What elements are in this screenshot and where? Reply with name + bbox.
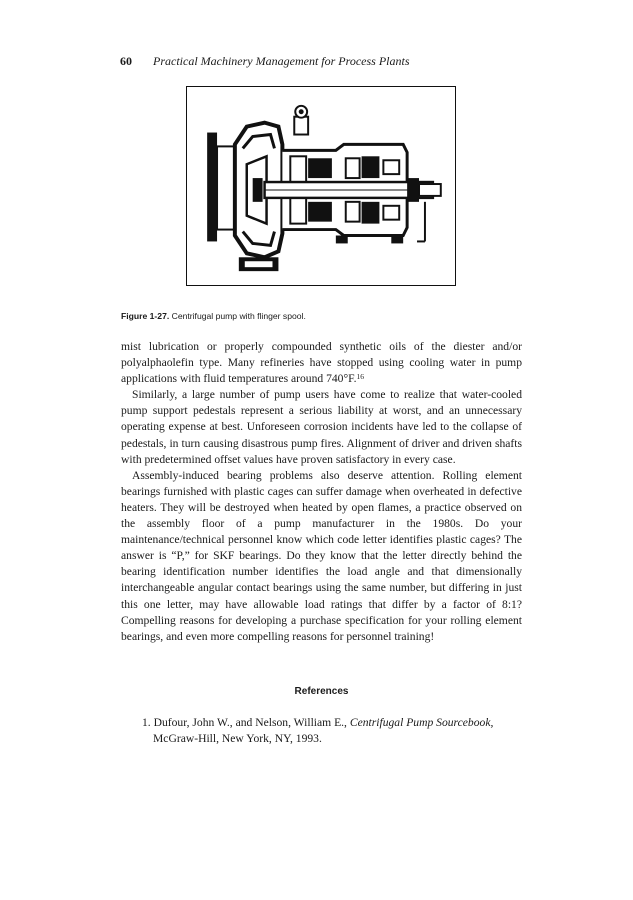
caption-text: Centrifugal pump with flinger spool. (169, 311, 306, 321)
reference-item (142, 715, 522, 747)
caption-label: Figure 1-27. (121, 311, 170, 321)
running-title: Practical Machinery Management for Process Plants (153, 54, 410, 68)
reference-authors: Dufour, John W., and Nelson, William E., (150, 716, 350, 729)
reference-number: 1. (142, 716, 151, 729)
paragraph (121, 339, 522, 387)
paragraph-text: mist lubrication or properly compounded synthetic oils of the diester and/or polyalphaolefin type. Many refineries have stopped using cooling water in pump applications with fluid temperatures around 740°F. (121, 340, 522, 386)
reference-publisher: McGraw-Hill, New York, NY, 1993. (153, 732, 322, 745)
running-header (120, 54, 520, 69)
body-text (121, 339, 522, 645)
references-heading: References (294, 686, 349, 697)
paragraph: Similarly, a large number of pump users have come to realize that water-cooled pump support pedestals represent a serious liability at worst, and an unnecessary operating expense at best. Unforeseen corrosion incidents have led to the collapse of pedestals, in turn causing disastrous pump fires. Alignment of driver and driven shafts with predetermined offset values have proven satisfactory in every case. (121, 388, 522, 466)
reference-list (142, 715, 522, 747)
page-number: 60 (120, 54, 132, 68)
paragraph: Assembly-induced bearing problems also deserve attention. Rolling element bearings furnished with plastic cages can suffer damage when overheated in defective heaters. They will be destroyed when heated by open flames, a practice observed on the assembly floor of a pump manufacturer in the 1980s. Do your maintenance/technical personnel know which code letter identifies plastic cages? The answer is “P,” for SKF bearings. Do they know that the letter directly behind the bearing identification number identifies the load angle and that dimensionally interchangeable angular contact bearings using the same number, but differing in just this one letter, may have allowable load ratings that differ by a factor of 8:1? Compelling reasons for developing a purchase specification for your rolling element bearings, and even more compelling reasons for personnel training! (121, 468, 522, 643)
footnote-ref: 16 (356, 372, 365, 382)
centrifugal-pump-icon (187, 87, 455, 285)
figure-caption (121, 311, 306, 321)
figure-frame (186, 86, 456, 286)
reference-title: Centrifugal Pump Sourcebook, (349, 716, 494, 729)
